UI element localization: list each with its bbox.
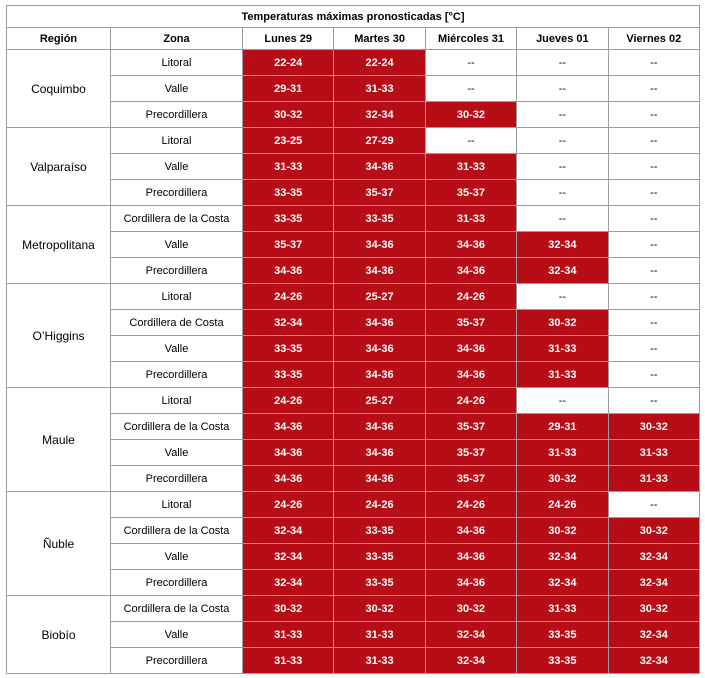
- temperature-cell: 33-35: [517, 648, 608, 674]
- region-name: Maule: [7, 388, 111, 492]
- temperature-cell: --: [608, 388, 699, 414]
- zone-name: Precordillera: [111, 180, 243, 206]
- temperature-cell: 34-36: [334, 362, 425, 388]
- temperature-cell: 31-33: [334, 648, 425, 674]
- temperature-cell: 31-33: [608, 466, 699, 492]
- temperature-cell: --: [608, 362, 699, 388]
- temperature-cell: 32-34: [608, 544, 699, 570]
- temperature-cell: 31-33: [517, 596, 608, 622]
- column-header: Región: [7, 28, 111, 50]
- temperature-cell: 31-33: [243, 622, 334, 648]
- temperature-cell: 34-36: [425, 570, 516, 596]
- temperature-cell: 31-33: [334, 622, 425, 648]
- temperature-cell: --: [517, 50, 608, 76]
- table-row: [7, 518, 700, 544]
- temperature-cell: 35-37: [425, 310, 516, 336]
- zone-name: Valle: [111, 544, 243, 570]
- region-name: Valparaíso: [7, 128, 111, 206]
- temperature-cell: 32-34: [243, 570, 334, 596]
- temperature-cell: --: [517, 388, 608, 414]
- zone-name: Valle: [111, 336, 243, 362]
- table-row: [7, 154, 700, 180]
- temperature-cell: 33-35: [334, 206, 425, 232]
- zone-name: Litoral: [111, 50, 243, 76]
- temperature-cell: 24-26: [517, 492, 608, 518]
- column-header: Miércoles 31: [425, 28, 516, 50]
- temperature-cell: 32-34: [608, 570, 699, 596]
- zone-name: Precordillera: [111, 570, 243, 596]
- temperature-cell: 31-33: [425, 154, 516, 180]
- region-name: Coquimbo: [7, 50, 111, 128]
- temperature-cell: 34-36: [425, 362, 516, 388]
- temperature-cell: 33-35: [243, 336, 334, 362]
- zone-name: Cordillera de la Costa: [111, 596, 243, 622]
- zone-name: Cordillera de la Costa: [111, 414, 243, 440]
- table-row: [7, 362, 700, 388]
- table-title-row: [7, 6, 700, 28]
- table-row: [7, 50, 700, 76]
- temperature-cell: 34-36: [334, 414, 425, 440]
- table-row: [7, 492, 700, 518]
- zone-name: Valle: [111, 232, 243, 258]
- table-row: [7, 310, 700, 336]
- table-row: [7, 128, 700, 154]
- table-row: [7, 102, 700, 128]
- temperature-cell: 32-34: [243, 518, 334, 544]
- temperature-cell: --: [608, 180, 699, 206]
- temperature-cell: 31-33: [243, 648, 334, 674]
- temperature-cell: 30-32: [608, 596, 699, 622]
- temperature-cell: 34-36: [425, 232, 516, 258]
- temperature-cell: 34-36: [243, 414, 334, 440]
- table-row: [7, 648, 700, 674]
- temperature-cell: --: [425, 76, 516, 102]
- temperature-cell: --: [517, 128, 608, 154]
- zone-name: Litoral: [111, 492, 243, 518]
- table-header-row: [7, 28, 700, 50]
- zone-name: Valle: [111, 440, 243, 466]
- table-row: [7, 414, 700, 440]
- region-name: Metropolitana: [7, 206, 111, 284]
- temperature-cell: 25-27: [334, 284, 425, 310]
- temperature-cell: 23-25: [243, 128, 334, 154]
- temperature-cell: 34-36: [334, 258, 425, 284]
- temperature-cell: 35-37: [425, 414, 516, 440]
- temperature-cell: --: [517, 102, 608, 128]
- temperature-cell: 30-32: [425, 596, 516, 622]
- temperature-cell: 22-24: [243, 50, 334, 76]
- temperature-cell: 30-32: [517, 310, 608, 336]
- temperature-cell: 29-31: [243, 76, 334, 102]
- temperature-cell: 31-33: [425, 206, 516, 232]
- temperature-cell: --: [608, 258, 699, 284]
- temperature-cell: 34-36: [243, 258, 334, 284]
- table-row: [7, 232, 700, 258]
- zone-name: Litoral: [111, 284, 243, 310]
- temperature-cell: --: [517, 76, 608, 102]
- zone-name: Precordillera: [111, 466, 243, 492]
- zone-name: Valle: [111, 622, 243, 648]
- temperature-cell: 30-32: [517, 518, 608, 544]
- zone-name: Cordillera de la Costa: [111, 206, 243, 232]
- temperature-cell: 25-27: [334, 388, 425, 414]
- table-row: [7, 570, 700, 596]
- temperature-cell: --: [425, 128, 516, 154]
- column-header: Martes 30: [334, 28, 425, 50]
- temperature-cell: --: [517, 284, 608, 310]
- temperature-cell: 32-34: [517, 544, 608, 570]
- temperature-cell: 29-31: [517, 414, 608, 440]
- temperature-cell: 34-36: [334, 310, 425, 336]
- temperature-cell: 35-37: [425, 180, 516, 206]
- region-name: O’Higgins: [7, 284, 111, 388]
- zone-name: Precordillera: [111, 102, 243, 128]
- temperature-cell: 32-34: [425, 622, 516, 648]
- zone-name: Precordillera: [111, 258, 243, 284]
- temperature-cell: 24-26: [243, 284, 334, 310]
- temperature-cell: --: [608, 50, 699, 76]
- temperature-cell: 24-26: [334, 492, 425, 518]
- temperature-cell: 32-34: [517, 232, 608, 258]
- temperature-cell: 30-32: [608, 518, 699, 544]
- zone-name: Precordillera: [111, 648, 243, 674]
- temperature-cell: 34-36: [425, 518, 516, 544]
- temperature-cell: 32-34: [517, 258, 608, 284]
- temperature-cell: 24-26: [425, 284, 516, 310]
- temperature-cell: --: [608, 284, 699, 310]
- temperature-cell: 31-33: [517, 336, 608, 362]
- temperature-cell: 34-36: [425, 336, 516, 362]
- temperature-cell: 35-37: [243, 232, 334, 258]
- temperature-cell: 24-26: [425, 492, 516, 518]
- temperature-cell: 34-36: [334, 232, 425, 258]
- table-row: [7, 544, 700, 570]
- temperature-cell: 32-34: [608, 648, 699, 674]
- temperature-cell: 33-35: [334, 518, 425, 544]
- temperature-cell: 34-36: [334, 336, 425, 362]
- temperature-cell: 32-34: [608, 622, 699, 648]
- temperature-cell: 30-32: [425, 102, 516, 128]
- temperature-cell: 32-34: [243, 544, 334, 570]
- temperature-cell: 30-32: [608, 414, 699, 440]
- zone-name: Litoral: [111, 128, 243, 154]
- temperature-cell: 24-26: [425, 388, 516, 414]
- temperature-cell: 34-36: [425, 258, 516, 284]
- temperature-cell: --: [608, 336, 699, 362]
- column-header: Zona: [111, 28, 243, 50]
- temperature-cell: 30-32: [517, 466, 608, 492]
- zone-name: Valle: [111, 76, 243, 102]
- zone-name: Cordillera de la Costa: [111, 518, 243, 544]
- temperature-cell: 22-24: [334, 50, 425, 76]
- region-name: Ñuble: [7, 492, 111, 596]
- table-row: [7, 206, 700, 232]
- temperature-cell: 34-36: [243, 466, 334, 492]
- table-row: [7, 258, 700, 284]
- temperature-cell: 32-34: [425, 648, 516, 674]
- temperature-cell: 31-33: [243, 154, 334, 180]
- temperature-cell: 35-37: [425, 440, 516, 466]
- temperature-cell: 35-37: [334, 180, 425, 206]
- temperature-cell: 33-35: [334, 570, 425, 596]
- temperature-cell: 33-35: [243, 362, 334, 388]
- zone-name: Precordillera: [111, 362, 243, 388]
- temperature-cell: 33-35: [243, 180, 334, 206]
- temperature-cell: 34-36: [334, 466, 425, 492]
- temperature-cell: 24-26: [243, 492, 334, 518]
- temperature-cell: 34-36: [334, 154, 425, 180]
- region-name: Biobío: [7, 596, 111, 674]
- table-row: [7, 596, 700, 622]
- temperature-cell: --: [517, 154, 608, 180]
- table-row: [7, 76, 700, 102]
- document-page: [0, 5, 705, 678]
- temperature-cell: 31-33: [608, 440, 699, 466]
- column-header: Viernes 02: [608, 28, 699, 50]
- temperature-cell: --: [517, 180, 608, 206]
- column-header: Lunes 29: [243, 28, 334, 50]
- table-row: [7, 388, 700, 414]
- temperature-cell: 34-36: [425, 544, 516, 570]
- table-title: Temperaturas máximas pronosticadas [°C]: [7, 6, 700, 28]
- temperature-cell: --: [517, 206, 608, 232]
- table-row: [7, 622, 700, 648]
- temperature-cell: --: [608, 206, 699, 232]
- zone-name: Cordillera de Costa: [111, 310, 243, 336]
- temperature-cell: 32-34: [334, 102, 425, 128]
- temperature-cell: 33-35: [334, 544, 425, 570]
- temperature-cell: 34-36: [334, 440, 425, 466]
- temperature-cell: 30-32: [334, 596, 425, 622]
- temperature-cell: 30-32: [243, 102, 334, 128]
- table-row: [7, 180, 700, 206]
- temperature-cell: 33-35: [243, 206, 334, 232]
- temperature-cell: --: [608, 492, 699, 518]
- temperature-cell: 32-34: [517, 570, 608, 596]
- zone-name: Valle: [111, 154, 243, 180]
- column-header: Jueves 01: [517, 28, 608, 50]
- temperature-cell: --: [608, 310, 699, 336]
- table-row: [7, 284, 700, 310]
- temperature-cell: 34-36: [243, 440, 334, 466]
- temperature-cell: 27-29: [334, 128, 425, 154]
- temperature-cell: --: [608, 128, 699, 154]
- temperature-cell: 33-35: [517, 622, 608, 648]
- temperature-cell: 31-33: [517, 362, 608, 388]
- temperature-cell: 31-33: [334, 76, 425, 102]
- temperature-cell: --: [608, 76, 699, 102]
- zone-name: Litoral: [111, 388, 243, 414]
- temperature-cell: 32-34: [243, 310, 334, 336]
- temperature-cell: --: [425, 50, 516, 76]
- temperature-cell: 35-37: [425, 466, 516, 492]
- temperature-cell: 24-26: [243, 388, 334, 414]
- temperature-cell: --: [608, 154, 699, 180]
- temperature-cell: --: [608, 102, 699, 128]
- temperature-cell: --: [608, 232, 699, 258]
- table-row: [7, 336, 700, 362]
- temperature-cell: 31-33: [517, 440, 608, 466]
- table-row: [7, 440, 700, 466]
- temperature-cell: 30-32: [243, 596, 334, 622]
- table-row: [7, 466, 700, 492]
- forecast-table: [6, 5, 700, 674]
